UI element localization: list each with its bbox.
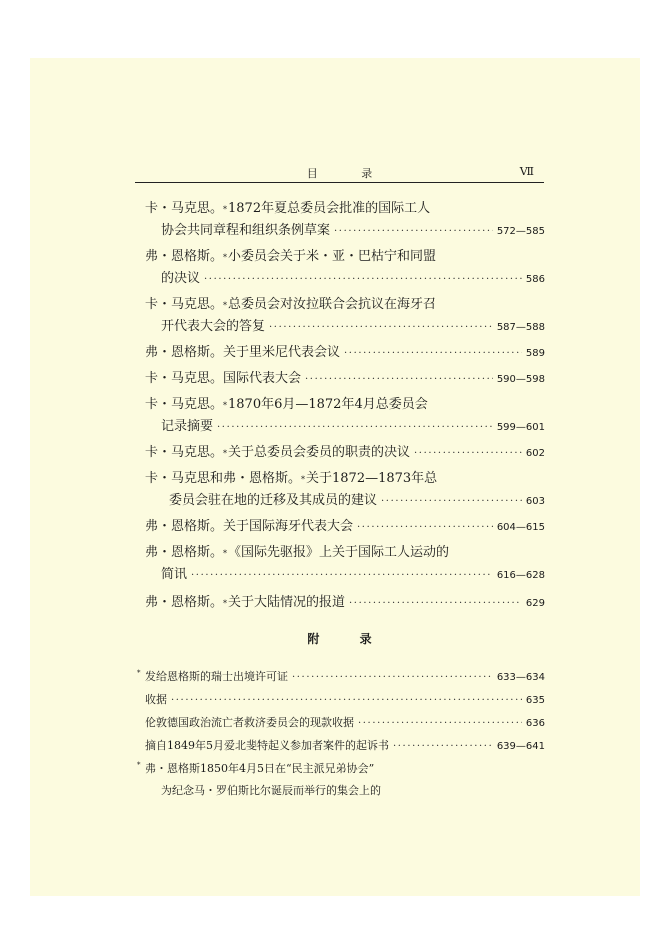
leader-dots [358, 713, 522, 735]
leader-dots [171, 690, 522, 712]
appendix-page-range: 636 [525, 718, 545, 729]
footnote-marker: * [223, 401, 228, 410]
footnote-marker: * [223, 205, 228, 214]
toc-page-range: 599—601 [496, 422, 545, 433]
footnote-marker: * [223, 599, 228, 608]
footnote-marker: * [301, 475, 306, 484]
toc-title-continued: 开代表大会的答复 [161, 319, 266, 334]
toc-author: 弗・恩格斯。 [145, 595, 224, 610]
leader-dots [357, 517, 493, 539]
toc-page-range: 604—615 [496, 522, 545, 533]
leader-dots [381, 491, 522, 513]
toc-title: 关于国际海牙代表大会 [223, 519, 354, 534]
footnote-marker: * [137, 761, 141, 769]
toc-title: 关于大陆情况的报道 [228, 595, 346, 610]
toc-title-continued: 记录摘要 [161, 419, 214, 434]
footnote-marker: * [223, 253, 228, 262]
toc-author: 卡・马克思和弗・恩格斯。 [145, 471, 302, 486]
appendix-title: 弗・恩格斯1850年4月5日在“民主派兄弟协会” [145, 762, 375, 775]
leader-dots [191, 565, 493, 587]
toc-author: 弗・恩格斯。 [145, 519, 224, 534]
leader-dots [217, 417, 493, 439]
appendix-entry[interactable] [145, 735, 545, 757]
appendix-heading: 附 录 [307, 632, 390, 646]
appendix-entry[interactable] [145, 712, 545, 734]
toc-author: 卡・马克思。 [145, 445, 224, 460]
toc-entry[interactable] [145, 294, 545, 338]
toc-page-range: 586 [525, 274, 545, 285]
toc-title: 《国际先驱报》上关于国际工人运动的 [228, 545, 450, 560]
toc-entry[interactable] [145, 442, 545, 464]
toc-author: 弗・恩格斯。 [145, 545, 224, 560]
leader-dots [204, 269, 522, 291]
toc-entry[interactable] [145, 542, 545, 586]
leader-dots [292, 667, 493, 689]
footnote-marker: * [223, 549, 228, 558]
footnote-marker: * [223, 449, 228, 458]
toc-title-continued: 协会共同章程和组织条例草案 [161, 223, 331, 238]
toc-author: 卡・马克思。 [145, 297, 224, 312]
leader-dots [269, 317, 493, 339]
toc-page-range: 572—585 [496, 226, 545, 237]
appendix-page-range: 639—641 [496, 741, 545, 752]
toc-entry[interactable] [145, 342, 545, 364]
running-header [135, 165, 544, 181]
appendix-title: 伦敦德国政治流亡者救济委员会的现款收据 [145, 716, 354, 729]
footnote-marker: * [223, 301, 228, 310]
toc-page-range: 602 [525, 448, 545, 459]
toc-page-range: 589 [525, 348, 545, 359]
toc-author: 卡・马克思。 [145, 397, 224, 412]
toc-page-range: 629 [525, 598, 545, 609]
toc-entry[interactable] [145, 516, 545, 538]
leader-dots [305, 369, 493, 391]
appendix-page-range: 635 [525, 695, 545, 706]
toc-title: 1872年夏总委员会批准的国际工人 [228, 201, 431, 216]
toc-author: 卡・马克思。 [145, 371, 224, 386]
toc-entry[interactable] [145, 592, 545, 614]
header-title: 目 录 [306, 167, 393, 180]
toc-title: 总委员会对汝拉联合会抗议在海牙召 [228, 297, 437, 312]
footnote-marker: * [137, 669, 141, 677]
appendix-title: 摘自1849年5月爱北斐特起义参加者案件的起诉书 [145, 739, 389, 752]
toc-page-range: 603 [525, 496, 545, 507]
toc-page-range: 616—628 [496, 570, 545, 581]
leader-dots [414, 443, 522, 465]
toc-page-range: 587—588 [496, 322, 545, 333]
toc-title-continued: 委员会驻在地的迁移及其成员的建议 [169, 493, 378, 508]
toc-title-continued: 简讯 [161, 567, 188, 582]
appendix-entry[interactable] [137, 758, 545, 802]
header-page-number: Ⅶ [519, 165, 534, 178]
leader-dots [393, 736, 493, 758]
toc-entry[interactable] [145, 198, 545, 242]
toc-author: 弗・恩格斯。 [145, 249, 224, 264]
appendix-title: 收据 [145, 693, 167, 706]
toc-title: 国际代表大会 [223, 371, 302, 386]
toc-entry[interactable] [145, 246, 545, 290]
toc-entry[interactable] [145, 468, 545, 512]
toc-author: 弗・恩格斯。 [145, 345, 224, 360]
leader-dots [344, 343, 522, 365]
toc-page-range: 590—598 [496, 374, 545, 385]
leader-dots [334, 221, 493, 243]
appendix-title: 发给恩格斯的瑞士出境许可证 [145, 670, 288, 683]
appendix-page-range: 633—634 [496, 672, 545, 683]
toc-author: 卡・马克思。 [145, 201, 224, 216]
toc-entry[interactable] [145, 394, 545, 438]
toc-title: 小委员会关于米・亚・巴枯宁和同盟 [228, 249, 437, 264]
appendix-entry[interactable] [145, 689, 545, 711]
appendix-title-continued: 为纪念马・罗伯斯比尔诞辰而举行的集会上的 [161, 784, 381, 797]
toc-title: 关于总委员会委员的职责的决议 [228, 445, 411, 460]
leader-dots [349, 593, 522, 615]
toc-title: 1870年6月—1872年4月总委员会 [228, 397, 428, 412]
toc-title-continued: 的决议 [161, 271, 201, 286]
toc-entry[interactable] [145, 368, 545, 390]
header-rule [135, 182, 544, 183]
appendix-entry[interactable] [137, 666, 545, 688]
toc-title: 关于1872—1873年总 [306, 471, 438, 486]
toc-title: 关于里米尼代表会议 [223, 345, 341, 360]
